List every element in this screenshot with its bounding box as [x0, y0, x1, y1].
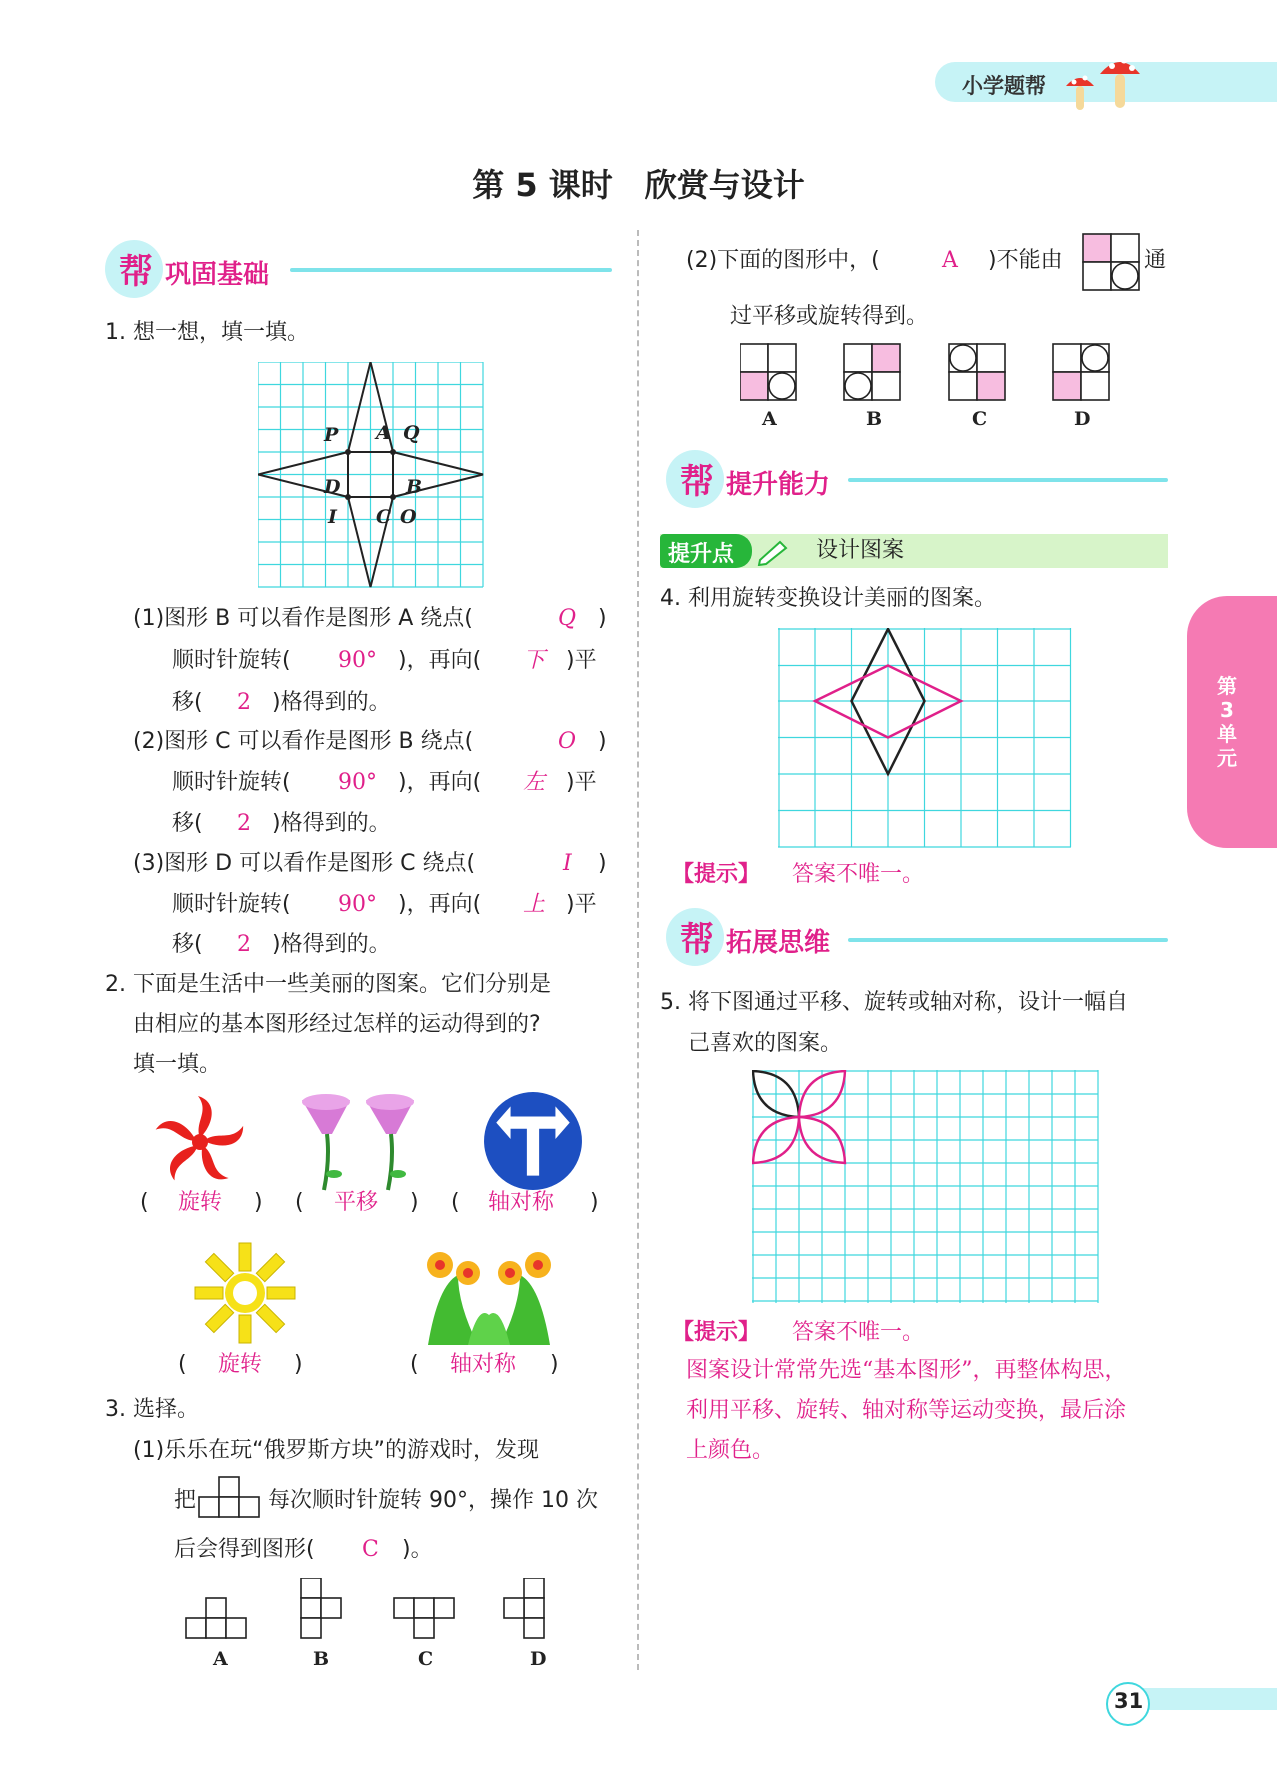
- q3-1-option-B: B: [313, 1648, 330, 1670]
- q3-2-option-C: C: [972, 408, 988, 430]
- q3-1-line3b: )。: [402, 1537, 433, 1562]
- q3-2-options: [740, 342, 1110, 404]
- tetromino-shape: [198, 1476, 262, 1522]
- answer-q1-2-direction: 左: [523, 770, 546, 795]
- answer-q2-2: 平移: [334, 1190, 379, 1215]
- answer-q3-1: C: [362, 1537, 379, 1562]
- answer-q1-3-steps: 2: [237, 932, 251, 957]
- q4-hint: 答案不唯一。: [792, 862, 925, 887]
- q4-grid: [778, 628, 1076, 848]
- section-line-basic: [290, 268, 612, 272]
- answer-q1-3-direction: 上: [523, 892, 546, 917]
- q1-star-grid: [258, 362, 484, 588]
- improve-point-topic: 设计图案: [816, 538, 905, 563]
- q3-1-option-A: A: [213, 1648, 228, 1670]
- answer-q2-1: 旋转: [178, 1190, 223, 1215]
- section-label-improve: 提升能力: [726, 470, 831, 500]
- q3-2-line1c: 通: [1144, 248, 1167, 273]
- label-B: B: [406, 476, 423, 498]
- section-line-expand: [848, 938, 1168, 942]
- q3-1-line2a: 把: [174, 1488, 197, 1513]
- q2-line1: 2. 下面是生活中一些美丽的图案。它们分别是: [105, 972, 551, 997]
- improve-point-tag: 提升点: [660, 534, 752, 568]
- unit-tab-line2: 3: [1220, 698, 1234, 722]
- section-bang: 帮: [119, 252, 153, 292]
- q3-2-base-shape: [1082, 233, 1140, 291]
- unit-tab-line4: 元: [1217, 746, 1237, 770]
- label-P: P: [324, 424, 339, 446]
- q3-2-option-A: A: [762, 408, 777, 430]
- q3-1-option-D: D: [530, 1648, 547, 1670]
- answer-q3-2: A: [942, 248, 958, 273]
- label-Q: Q: [403, 422, 420, 444]
- q3-2-option-B: B: [866, 408, 883, 430]
- unit-tab-line1: 第: [1217, 674, 1237, 698]
- q3-1-line2b: 每次顺时针旋转 90°，操作 10 次: [268, 1488, 598, 1513]
- answer-q2-3: 轴对称: [488, 1190, 555, 1215]
- answer-q1-2-steps: 2: [237, 811, 251, 836]
- q3-2-line1b: )不能由: [988, 248, 1063, 273]
- q5-note-line3: 上颜色。: [686, 1438, 775, 1463]
- label-D: D: [324, 476, 341, 498]
- q4-hint-label: 【提示】: [672, 862, 761, 887]
- q5-note-line1: 图案设计常常先选“基本图形”，再整体构思，: [686, 1358, 1127, 1383]
- answer-q1-1-direction: 下: [523, 648, 546, 673]
- q5-line1: 5. 将下图通过平移、旋转或轴对称，设计一幅自: [660, 990, 1128, 1015]
- answer-q1-1-point: Q: [558, 606, 577, 631]
- answer-q2-4: 旋转: [218, 1352, 263, 1377]
- unit-tab-line3: 单: [1217, 722, 1237, 746]
- q1-stem: 1. 想一想，填一填。: [105, 320, 309, 345]
- q5-line2: 己喜欢的图案。: [688, 1031, 843, 1056]
- q3-2-option-D: D: [1074, 408, 1091, 430]
- header-brand: 小学题帮: [962, 74, 1046, 98]
- column-divider: [637, 230, 639, 1670]
- q3-2-line2: 过平移或旋转得到。: [730, 304, 929, 329]
- answer-q1-1-steps: 2: [237, 690, 251, 715]
- page-number: 31: [1114, 1689, 1144, 1713]
- label-O: O: [400, 506, 417, 528]
- answer-q2-5: 轴对称: [450, 1352, 517, 1377]
- label-A: A: [376, 422, 391, 444]
- q2-line3: 填一填。: [133, 1052, 222, 1077]
- bauhinia-flower-image: [150, 1092, 250, 1192]
- q5-hint: 答案不唯一。: [792, 1320, 925, 1345]
- answer-q1-2-angle: 90°: [338, 770, 377, 795]
- q2-line2: 由相应的基本图形经过怎样的运动得到的?: [133, 1012, 541, 1037]
- q4-stem: 4. 利用旋转变换设计美丽的图案。: [660, 586, 996, 611]
- q3-1-options: [184, 1578, 554, 1644]
- q3-2-line1a: (2)下面的图形中，(: [686, 248, 880, 273]
- unit-side-tab: [1187, 596, 1277, 848]
- section-label-basic: 巩固基础: [165, 260, 270, 290]
- section-line-improve: [848, 478, 1168, 482]
- q3-1-line1: (1)乐乐在玩“俄罗斯方块”的游戏时，发现: [133, 1438, 539, 1463]
- mushroom-icon: [1058, 44, 1148, 116]
- page-title: 第 5 课时 欣赏与设计: [472, 166, 805, 204]
- answer-q1-3-point: I: [563, 851, 572, 876]
- answer-q1-1-angle: 90°: [338, 648, 377, 673]
- q5-grid: [752, 1070, 1102, 1308]
- label-I: I: [328, 506, 337, 528]
- footer-bar: [1138, 1688, 1277, 1710]
- answer-q1-2-point: O: [558, 729, 577, 754]
- sun-flower-image: [190, 1238, 300, 1348]
- q3-stem: 3. 选择。: [105, 1397, 199, 1422]
- q3-1-line3a: 后会得到图形(: [174, 1537, 315, 1562]
- q3-1-option-C: C: [418, 1648, 434, 1670]
- morning-glory-image: [296, 1090, 420, 1196]
- q5-note-line2: 利用平移、旋转、轴对称等运动变换，最后涂: [686, 1398, 1127, 1423]
- traffic-sign-image: [482, 1090, 584, 1192]
- flower-bush-image: [418, 1245, 560, 1347]
- section-label-expand: 拓展思维: [726, 928, 831, 958]
- pencil-icon: [756, 536, 790, 566]
- label-C: C: [376, 506, 392, 528]
- q5-hint-label: 【提示】: [672, 1320, 761, 1345]
- answer-q1-3-angle: 90°: [338, 892, 377, 917]
